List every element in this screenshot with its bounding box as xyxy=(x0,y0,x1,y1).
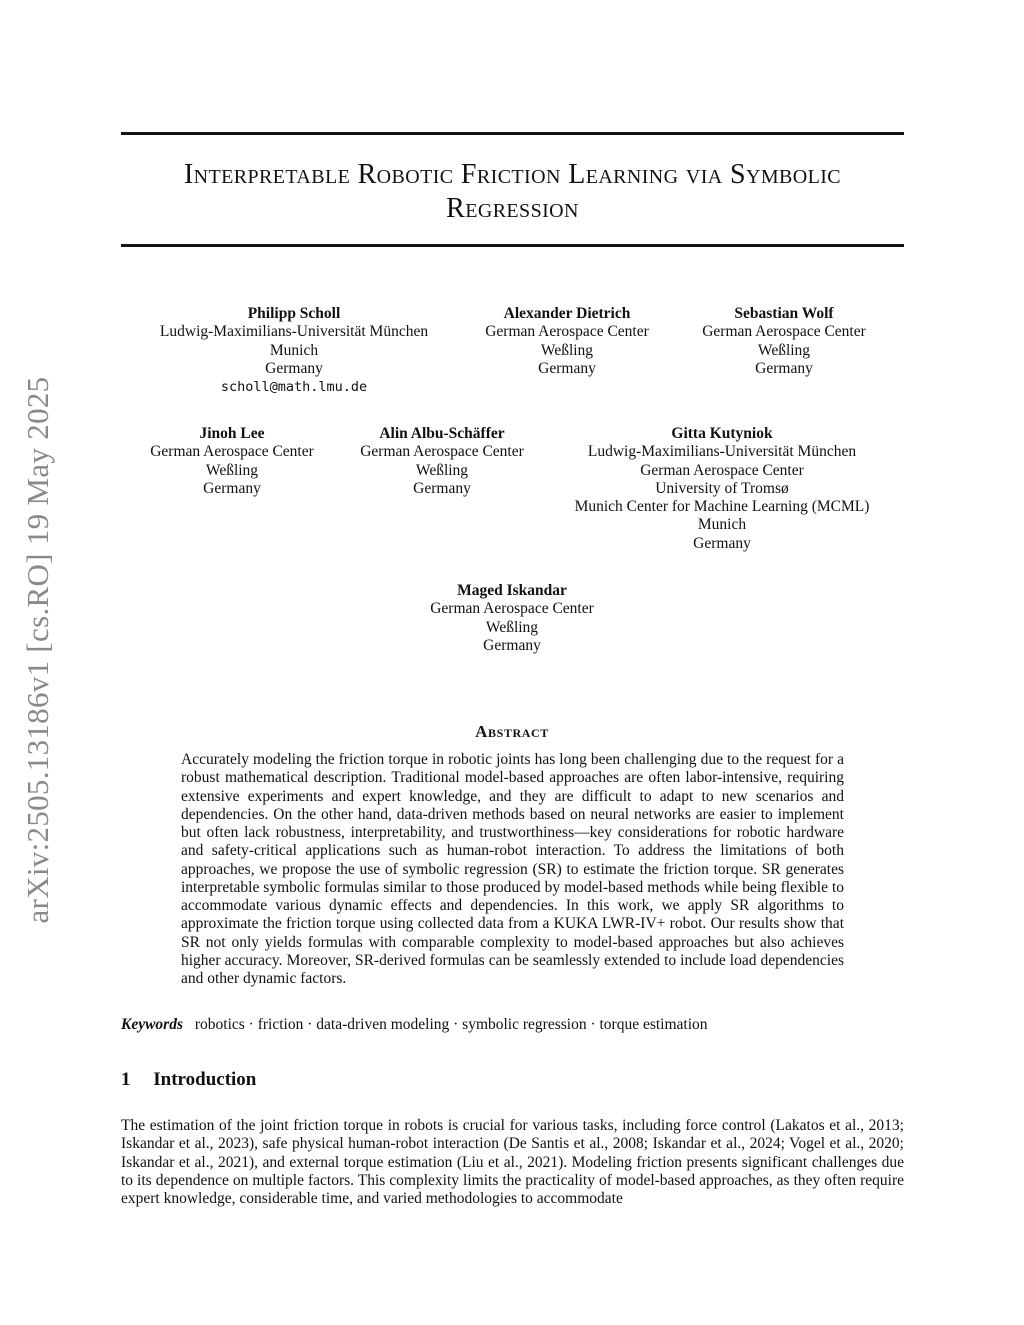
author-name: Alin Albu-Schäffer xyxy=(379,425,505,442)
author-email[interactable]: scholl@math.lmu.de xyxy=(220,379,368,396)
author-block xyxy=(575,425,870,553)
author-block xyxy=(485,305,649,378)
author-name: Jinoh Lee xyxy=(199,425,265,442)
author-country: Germany xyxy=(693,534,751,552)
author-affiliation: German Aerospace Center xyxy=(485,323,649,341)
author-city: Weßling xyxy=(415,461,469,479)
arxiv-sidebar xyxy=(14,340,62,960)
author-affiliation: German Aerospace Center xyxy=(640,461,804,479)
title-top-rule xyxy=(121,132,904,135)
author-affiliation: German Aerospace Center xyxy=(150,443,314,461)
intro-paragraph: The estimation of the joint friction torque in robots is crucial for various tasks, including force control (Lakatos et al., 2013; Iskandar et al., 2023), safe physical human-robot interaction (De Santis et al., 2008; Iskandar et al., 2024; Vogel et al., 2020; Iskandar et al., 2021), and external torque estimation (Liu et al., 2021). Modeling friction presents significant challenges due to its dependence on multiple factors. This complexity limits the practicality of model-based approaches, as they often require expert knowledge, considerable time, and varied methodologies to accommodate xyxy=(121,1117,904,1207)
author-block xyxy=(702,305,866,378)
author-name: Alexander Dietrich xyxy=(503,305,631,322)
author-name: Sebastian Wolf xyxy=(734,305,834,322)
author-name: Philipp Scholl xyxy=(247,305,341,322)
section-number: 1 xyxy=(121,1069,131,1090)
abstract-heading: Abstract xyxy=(475,722,549,741)
section-heading xyxy=(121,1069,256,1091)
author-block xyxy=(360,425,524,498)
author-affiliation: German Aerospace Center xyxy=(702,323,866,341)
title-bottom-rule xyxy=(121,244,904,247)
author-name: Gitta Kutyniok xyxy=(671,425,773,442)
keywords-label: Keywords xyxy=(121,1016,183,1033)
author-affiliation: German Aerospace Center xyxy=(430,600,594,618)
section-title: Introduction xyxy=(153,1069,257,1090)
author-city: Weßling xyxy=(540,341,594,359)
author-block xyxy=(430,582,594,655)
author-block xyxy=(150,425,314,498)
author-country: Germany xyxy=(483,636,541,654)
author-affiliation: Munich Center for Machine Learning (MCML) xyxy=(574,498,870,516)
author-city: Munich xyxy=(269,341,319,359)
author-city: Munich xyxy=(697,516,747,534)
keywords-line xyxy=(121,1016,904,1034)
author-affiliation: Ludwig-Maximilians-Universität München xyxy=(159,323,429,341)
author-country: Germany xyxy=(413,479,471,497)
author-city: Weßling xyxy=(757,341,811,359)
keywords-list: robotics · friction · data-driven modeling · symbolic regression · torque estimation xyxy=(194,1016,708,1033)
author-name: Maged Iskandar xyxy=(457,582,567,599)
author-country: Germany xyxy=(538,359,596,377)
author-affiliation: University of Tromsø xyxy=(655,479,789,497)
author-city: Weßling xyxy=(485,618,539,636)
author-block xyxy=(160,305,428,396)
arxiv-identifier: arXiv:2505.13186v1 [cs.RO] 19 May 2025 xyxy=(20,376,55,924)
paper-title: Interpretable Robotic Friction Learning via Symbolic Regression xyxy=(183,159,842,224)
author-affiliation: German Aerospace Center xyxy=(360,443,524,461)
author-country: Germany xyxy=(265,359,323,377)
author-country: Germany xyxy=(755,359,813,377)
author-city: Weßling xyxy=(205,461,259,479)
author-affiliation: Ludwig-Maximilians-Universität München xyxy=(587,443,857,461)
abstract-text: Accurately modeling the friction torque in robotic joints has long been challenging due to the request for a robust mathematical description. Traditional model-based approaches are often labor-intensive, requiring extensive experiments and expert knowledge, and they are difficult to adapt to new scenarios and dependencies. On the other hand, data-driven methods based on neural networks are easier to implement but often lack robustness, interpretability, and trustworthiness—key considerations for robotic hardware and safety-critical applications such as human-robot interaction. To address the limitations of both approaches, we propose the use of symbolic regression (SR) to estimate the friction torque. SR generates interpretable symbolic formulas similar to those produced by model-based methods while being flexible to accommodate various dynamic effects and dependencies. In this work, we apply SR algorithms to approximate the friction torque using collected data from a KUKA LWR-IV+ robot. Our results show that SR not only yields formulas with comparable complexity to model-based approaches but also achieves higher accuracy. Moreover, SR-derived formulas can be seamlessly extended to include load dependencies and other dynamic factors. xyxy=(181,751,844,987)
author-country: Germany xyxy=(203,479,261,497)
